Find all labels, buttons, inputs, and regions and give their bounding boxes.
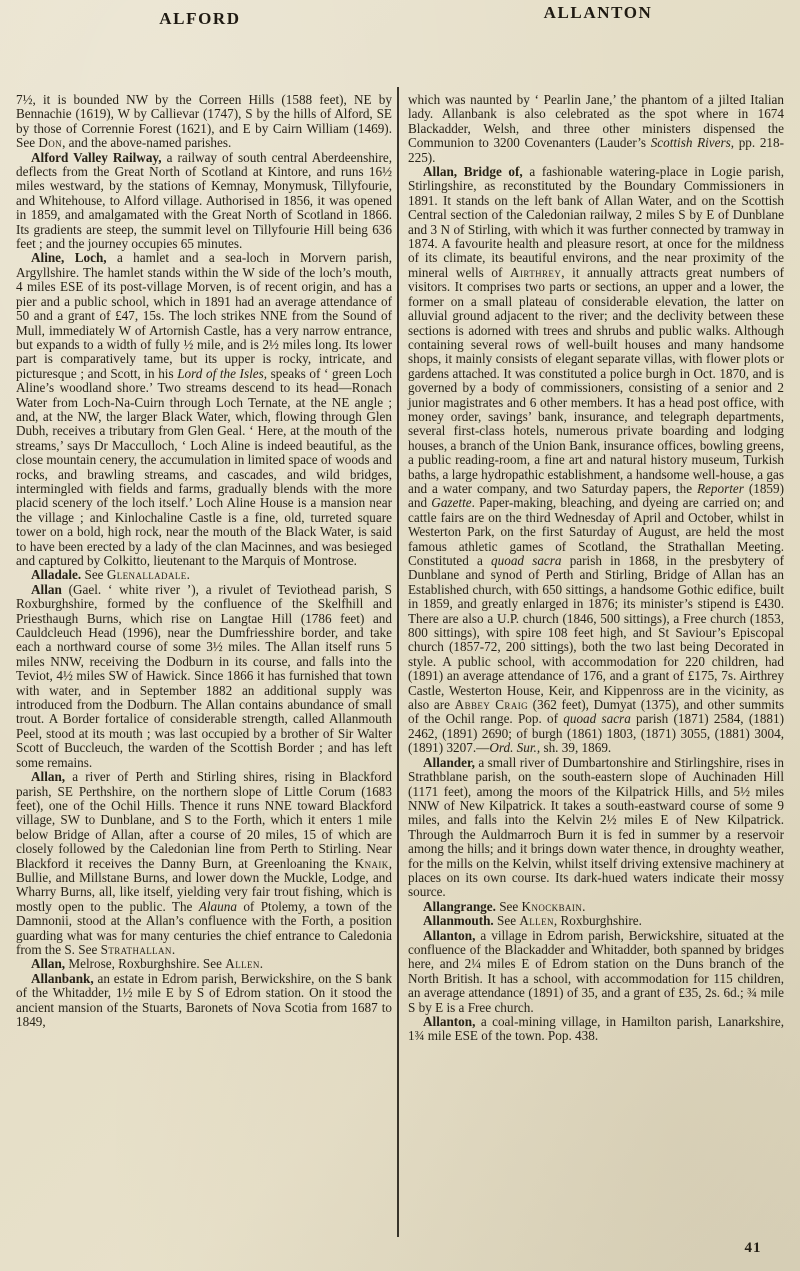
page-number: 41 bbox=[744, 1240, 762, 1256]
running-head-right: ALLANTON bbox=[543, 3, 653, 22]
entry-paragraph: which was naunted by ‘ Pearlin Jane,’ the phantom of a jilted Italian lady. Allanbank is also celebrated as the spot where in 1674 Blackadder, Welsh, and three other ministers dispensed the Communion to 3200 Covenanters (Lauder’s Scottish Rivers, pp. 218-225). bbox=[408, 92, 785, 165]
entry-paragraph: Allander, a small river of Dumbartonshire and Stirlingshire, rises in Strathblane parish, on the south-eastern slope of Auchinaden Hill (1171 feet), among the moors of the Kilpatrick Hills, and 5½ miles NNW of New Kilpatrick. It takes a south-eastward course of some 9 miles, and falls into the Kelvin 2½ miles E of New Kilpatrick. Through the Auldmarroch Burn it is fed in summer by a reservoir among the hills; and it brings down water thence, in droughty weather, for the mills on the Kelvin, whilst itself driving extensive machinery at places on its own course. Its dark-hued waters indicate their mossy source. bbox=[408, 754, 784, 900]
entry-paragraph: 7½, it is bounded NW by the Correen Hills (1588 feet), NE by Bennachie (1619), W by Callievar (1747), S by the hills of Alford, SE by those of Corrennie Forest (1621), and E by Cairn William (1469). See Don, and the above-named parishes. bbox=[16, 92, 392, 151]
column-divider-rule bbox=[397, 87, 399, 1237]
entry-paragraph: Allan (Gael. ‘ white river ’), a rivulet of Teviothead parish, S Roxburghshire, formed by the confluence of the Skelfhill and Priesthaugh Burns, which rise on Langtae Hill (1786 feet) and Cauldcleuch Head (1996), near the Dumfriesshire border, and take each a northward course of some 3½ miles. The Allan itself runs 5 miles NNW, receiving the Dodburn in its course, and falls into the Teviot, 4½ miles SW of Hawick. Since 1866 it has furnished that town with water, and in September 1882 an additional supply was introduced from the Dodburn. The Allan contains abundance of small trout. A Border fortalice of considerable strength, called Allanmouth Peel, stood at its mouth ; was last occupied by a brother of Sir Walter Scott of Buccleuch, the warden of the Scottish Border ; and has left some remains. bbox=[16, 581, 392, 770]
entry-paragraph: Alladale. See Glenalladale. bbox=[31, 567, 190, 583]
entry-paragraph: Allanton, a village in Edrom parish, Berwickshire, situated at the confluence of the Blackadder and Whitadder, both spanned by bridges here, and 2¼ miles E of Edrom station on the Duns branch of the North British. It has a school, with accommodation for 115 children, an average attendance (1891) of 35, and a grant of £35, 2s. 6d.; ¾ mile S by E is a Free church. bbox=[408, 927, 784, 1015]
entry-paragraph: Allanmouth. See Allen, Roxburghshire. bbox=[423, 913, 642, 929]
right-column bbox=[408, 93, 784, 1044]
left-column bbox=[16, 93, 392, 1029]
entry-paragraph: Allangrange. See Knockbain. bbox=[423, 898, 586, 914]
running-head-left: ALFORD bbox=[159, 9, 241, 28]
entry-paragraph: Allan, a river of Perth and Stirling shires, rising in Blackford parish, SE Perthshire, on the northern slope of Little Corum (1683 feet), one of the Ochil Hills. Thence it runs NNE toward Blackford village, SW to Dunblane, and S to the Forth, which it enters 1 mile below Bridge of Allan, after a course of 20 miles, 15 of which are closely followed by the Caledonian line from Perth to Stirling. Near Blackford it receives the Danny Burn, at Greenloaning the Knaik, Bullie, and Millstane Burns, and lower down the Muckle, Lodge, and Wharry Burns, all, like itself, yielding very fair trout fishing, which is mostly open to the public. The Alauna of Ptolemy, a town of the Damnonii, stood at the Allan’s confluence with the Forth, a position guarding what was for many centuries the chief entrance to Caledonia from the S. See Strathallan. bbox=[16, 769, 392, 957]
entry-paragraph: Allan, Bridge of, a fashionable watering-place in Logie parish, Stirlingshire, as reconstituted by the Boundary Commissioners in 1891. It stands on the left bank of Allan Water, and on the Scottish Central section of the Caledonian railway, 2 miles S by E of Dunblane and 3 N of Stirling, with which it was further connected by tramway in 1874. A favourite health and pleasure resort, at once for the mildness of its climate, its beautiful environs, and the near proximity of the mineral wells of Airthrey, it annually attracts great numbers of visitors. It comprises two parts or sections, an upper and a lower, the former on a small plateau of considerable elevation, the latter on alluvial ground adjacent to the river; and the declivity between these sections is adorned with trees and shrubs and public walks. Although containing several rows of well-built houses and many handsome shops, it mainly consists of elegant separate villas, with flower plots or gardens attached. It was constituted a police burgh in Oct. 1870, and is governed by a body of commissioners, consisting of a senior and 2 junior magistrates and 6 other members. It has a head post office, with money order, savings’ bank, insurance, and telegraph departments, several first-class hotels, numerous private boarding and lodging houses, a branch of the Union Bank, insurance offices, bowling greens, a public reading-room, a fine art and natural history museum, Turkish baths, a large hydropathic establishment, a handsome well-house, a gas and a water company, and two Saturday papers, the Reporter (1859) and Gazette. Paper-making, bleaching, and dyeing are carried on; and cattle fairs are on the third Wednesday of April and October, whilst in Westerton Park, on the first Saturday of August, are held the most famous athletic games of Scotland, the Strathallan Meeting. Constituted a quoad sacra parish in 1868, in the presbytery of Dunblane and synod of Perth and Stirling, Bridge of Allan has an Established church, with 650 sittings, a handsome Gothic edifice, built in 1859, and greatly enlarged in 1876; its minister’s stipend is £430. There are also a U.P. church (1846, 500 sittings), a Free church (1853, 800 sittings), with spire 108 feet high, and St Saviour’s Episcopal church (1857-72, 200 sittings), both the two last being Decorated in style. A public school, with accommodation for 220 children, had (1891) an average attendance of 176, and a grant of £175, 7s. Airthrey Castle, Westerton House, Keir, and Kippenross are in the vicinity, as also are Abbey Craig (362 feet), Dumyat (1375), and other summits of the Ochil range. Pop. of quoad sacra parish (1871) 2584, (1881) 2462, (1891) 2690; of burgh (1861) 1803, (1871) 3055, (1881) 3004, (1891) 3207.—Ord. Sur., sh. 39, 1869. bbox=[408, 164, 785, 756]
entry-paragraph: Aline, Loch, a hamlet and a sea-loch in Morvern parish, Argyllshire. The hamlet stands within the W side of the loch’s mouth, 4 miles ESE of its post-village Morven, is of recent origin, and has a pier and a public school, which in 1891 had an average attendance of 50 and a grant of £47, 15s. The loch strikes NNE from the Sound of Mull, immediately W of Artornish Castle, has a very narrow entrance, but expands to a width of fully ½ mile, and is 2½ miles long. Its lower part is comparatively tame, but its upper is rocky, intricate, and picturesque ; and Scott, in his Lord of the Isles, speaks of ‘ green Loch Aline’s woodland shore.’ Two streams descend to its head—Ronach Water from Loch-Na-Cuirn through Loch Ternate, at the NE angle ; and, at the NW, the larger Black Water, which, flowing through Glen Dubh, receives a tributary from Glen Geal. ‘ Here, at the mouth of the streams,’ says Dr Macculloch, ‘ Loch Aline is indeed beautiful, as the close mountain cenery, the accumulation in limited space of woods and rocks, and brawling streams, and cascades, and wild bridges, intermingled with fields and farms, gradually blends with the more placid scenery of the loch itself.’ Loch Aline House is a mansion near the village ; and Kinlochaline Castle is a fine, old, turreted square tower on a bold, high rock, near the mouth of the Black Water, is said to have been erected by a lady of the clan Macinnes, and was besieged and captured by Colkitto, lieutenant to the Marquis of Montrose. bbox=[16, 250, 392, 568]
entry-paragraph: Allanbank, an estate in Edrom parish, Berwickshire, on the S bank of the Whitadder, 1½ mile E by S of Edrom station. On it stood the ancient mansion of the Stuarts, Baronets of Nova Scotia from 1687 to 1849, bbox=[16, 970, 392, 1029]
entry-paragraph: Allanton, a coal-mining village, in Hamilton parish, Lanarkshire, 1¾ mile ESE of the town. Pop. 438. bbox=[408, 1014, 784, 1044]
entry-paragraph: Alford Valley Railway, a railway of south central Aberdeenshire, deflects from the Great North of Scotland at Kintore, and runs 16½ miles westward, by the stations of Kemnay, Monymusk, Tillyfourie, and Whitehouse, to Alford village. Authorised in 1856, it was opened in 1859, and amalgamated with the Great North of Scotland in 1866. Its gradients are steep, the summit level on Tillyfourie Hill being 636 feet ; and the journey occupies 65 minutes. bbox=[16, 149, 392, 252]
entry-paragraph: Allan, Melrose, Roxburghshire. See Allen. bbox=[31, 956, 264, 972]
